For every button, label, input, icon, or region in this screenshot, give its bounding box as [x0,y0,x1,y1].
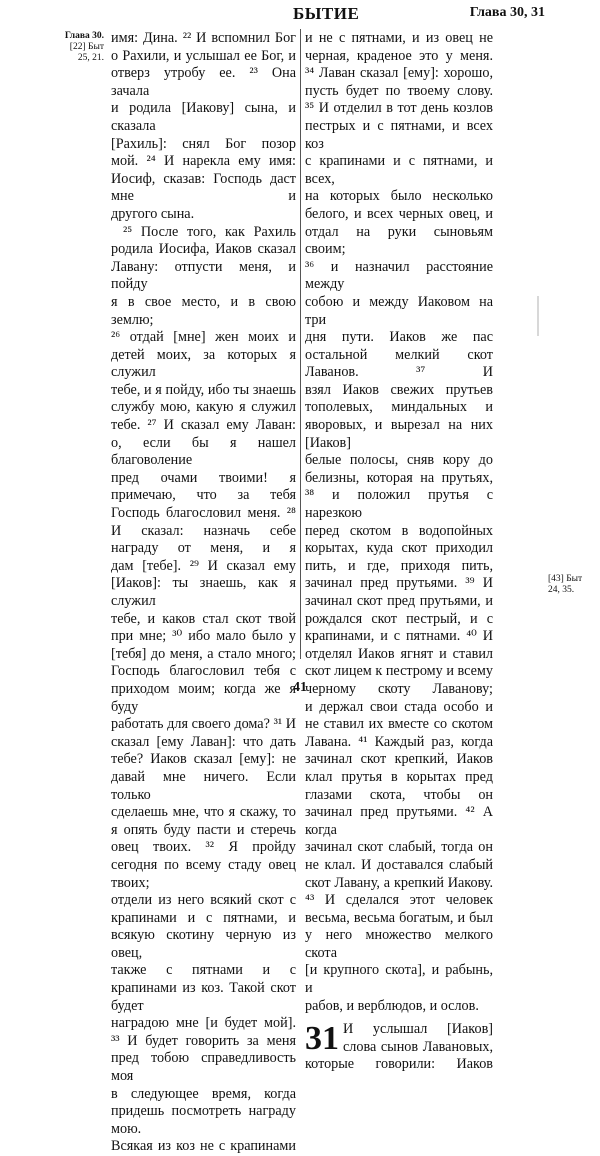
text-line: работать для своего дома? ³¹ И [111,716,296,733]
left-text-column [111,30,296,1156]
text-line: рождался скот пестрый, и с [305,610,493,627]
text-line: белые полосы, сняв кору до [305,452,493,469]
right-text-column [305,30,493,1074]
text-line: которые говорили: Иаков [305,1056,493,1073]
text-line: ³⁸ и положил прутья с нарезкою [305,487,493,522]
text-line: я опять буду пасти и стеречь [111,821,296,838]
margin-chapter-label: Глава 30. [64,31,104,41]
text-line: глазами скота, чтобы он зачинал пред прутьями. ⁴² А когда [305,786,493,838]
margin-reference-line: 25, 21. [77,53,104,63]
text-line: ³⁵ И отделил в тот день козлов [305,100,493,117]
text-line: дня пути. Иаков же пас остальной мелкий скот Лаванов. ³⁷ И [305,329,493,381]
text-line: о Рахили, и услышал ее Бог, и [111,47,296,64]
text-line: с крапинами и с пятнами, и всех, [305,153,493,187]
text-line: давай мне ничего. Если только [111,768,296,803]
text-line: мой. ²⁴ И нарекла ему имя: Иосиф, сказав: Господь даст мне и [111,153,296,205]
text-line: пусть будет по твоему слову. [305,82,493,99]
margin-reference-line: [43] Быт [548,574,583,584]
text-line: зачинал скот крепкий, Иаков [305,751,493,768]
text-line: отверз утробу ее. ²³ Она зачала [111,65,296,99]
text-line: пред тобою справедливость моя [111,1050,296,1085]
text-line: Лавану: отпусти меня, и пойду [111,258,296,293]
text-line: Всякая из коз не с крапинами [111,1138,296,1155]
right-margin-reference [548,574,593,596]
text-line: тебе, и каков стал скот твой [111,610,296,627]
text-line: крапинами и с пятнами, и [111,909,296,926]
text-line: пред очами твоими! я примечаю, что за тебя Господь благословил меня. ²⁸ И сказал: назначь себе награду от меня, и я [111,469,296,557]
text-line: рабов, и верблюдов, и ослов. [305,997,479,1014]
page-number: 41 [293,680,307,695]
text-line: о, если бы я нашел благоволение [111,434,296,469]
text-line: дам [тебе]. ²⁹ И сказал ему [Иаков]: ты знаешь, как я служил [111,557,296,609]
text-line: также с пятнами и с крапинами из коз. Такой скот будет [111,962,296,1014]
text-line: ²⁵ После того, как Рахиль [123,223,296,240]
text-line: в следующее время, когда [111,1085,296,1102]
text-line: и родила [Иакову] сына, и сказала [111,100,296,134]
text-line: сказал [ему Лаван]: что дать [111,733,296,750]
margin-reference-line: [22] Быт [69,42,104,52]
text-line: взял Иаков свежих прутьев тополевых, миндальных и яворовых, и вырезал на них [Иаков] [305,381,493,451]
text-line: сделаешь мне, что я скажу, то [111,804,296,821]
text-line: при мне; ³⁰ ибо мало было у [111,628,296,645]
text-line: ³⁴ Лаван сказал [ему]: хорошо, [305,65,493,82]
running-chapter: Глава 30, 31 [469,5,545,20]
text-line: весьма, весьма богатым, и был [305,909,493,926]
text-line: родила Иосифа, Иаков сказал [111,241,296,258]
text-line: ²⁶ отдай [мне] жен моих и детей моих, за которых я служил [111,329,296,381]
text-line: придешь посмотреть награду мою. [111,1103,296,1137]
text-line: слова сынов Лавановых, [343,1038,493,1055]
text-line: пестрых и с пятнами, и всех коз [305,117,493,152]
text-line: перед скотом в водопойных корытах, куда скот приходил [305,522,493,557]
text-line: не клал. И доставался слабый [305,856,493,873]
text-line: [и крупного скота], и рабынь, и [305,962,493,997]
text-line: крапинами, и с пятнами. ⁴⁰ И [305,628,493,645]
left-margin-reference [52,31,104,64]
text-line: службу мою, какую я служил [111,399,296,416]
text-line: овец твоих. ³² Я пройду сегодня по всему стаду овец твоих; [111,839,296,891]
text-line: всякую скотину черную из овец, [111,927,296,961]
text-line: ³⁶ и назначил расстояние между [305,258,493,293]
text-line: отдели из него всякий скот с [111,892,296,909]
text-line: скот лицем к пестрому и всему черному скоту Лаванову; [305,663,493,697]
text-line: собою и между Иаковом на три [305,293,493,328]
text-line: ³³ И будет говорить за меня [111,1032,296,1049]
text-line: тебе? Иаков сказал [ему]: не [111,751,296,768]
text-line: не ставил их вместе со скотом [305,716,493,733]
text-line: белизны, которая на прутьях, [305,469,493,486]
text-line: тебе, и я пойду, ибо ты знаешь [111,381,296,398]
text-line: зачинал скот слабый, тогда он [305,839,493,856]
running-title: БЫТИЕ [293,4,360,23]
text-line: зачинал скот пред прутьями, и [305,593,493,609]
text-line: у него множество мелкого скота [305,927,493,961]
text-line: имя: Дина. ²² И вспомнил Бог [111,30,296,46]
text-line: скот Лавану, а крепкий Иакову. ⁴³ И сделался этот человек [305,874,493,909]
text-line: Лавана. ⁴¹ Каждый раз, когда [305,733,493,750]
text-line: И услышал [Иаков] [343,1021,493,1038]
text-line: клал прутья в корытах пред [305,768,493,785]
chapter-31-start [305,1021,493,1074]
text-line: и держал свои стада особо и [305,698,493,715]
text-line: отделял Иаков ягнят и ставил [305,645,493,662]
text-line: тебе. ²⁷ И сказал ему Лаван: [111,417,296,434]
chapter-number: 31 [305,1020,339,1058]
margin-reference-line: 24, 35. [548,585,575,595]
scan-artifact [537,296,539,336]
text-line: черная, краденое это у меня. [305,47,493,64]
column-divider [300,29,301,659]
text-line: [тебя] до меня, а стало много; Господь благословил тебя с приходом моим; когда же я буду [111,645,296,715]
text-line: я в свое место, и в свою землю; [111,293,296,328]
text-line: другого сына. [111,205,195,222]
text-line: и не с пятнами, и из овец не [305,30,493,46]
text-line: [Рахиль]: снял Бог позор [111,135,296,152]
text-line: наградою мне [и будет мой]. [111,1015,296,1032]
text-line: пить, и где, приходя пить, зачинал пред прутьями. ³⁹ И [305,557,493,592]
text-line: на которых было несколько белого, и всех черных овец, и отдал на руки сыновьям своим; [305,188,493,258]
